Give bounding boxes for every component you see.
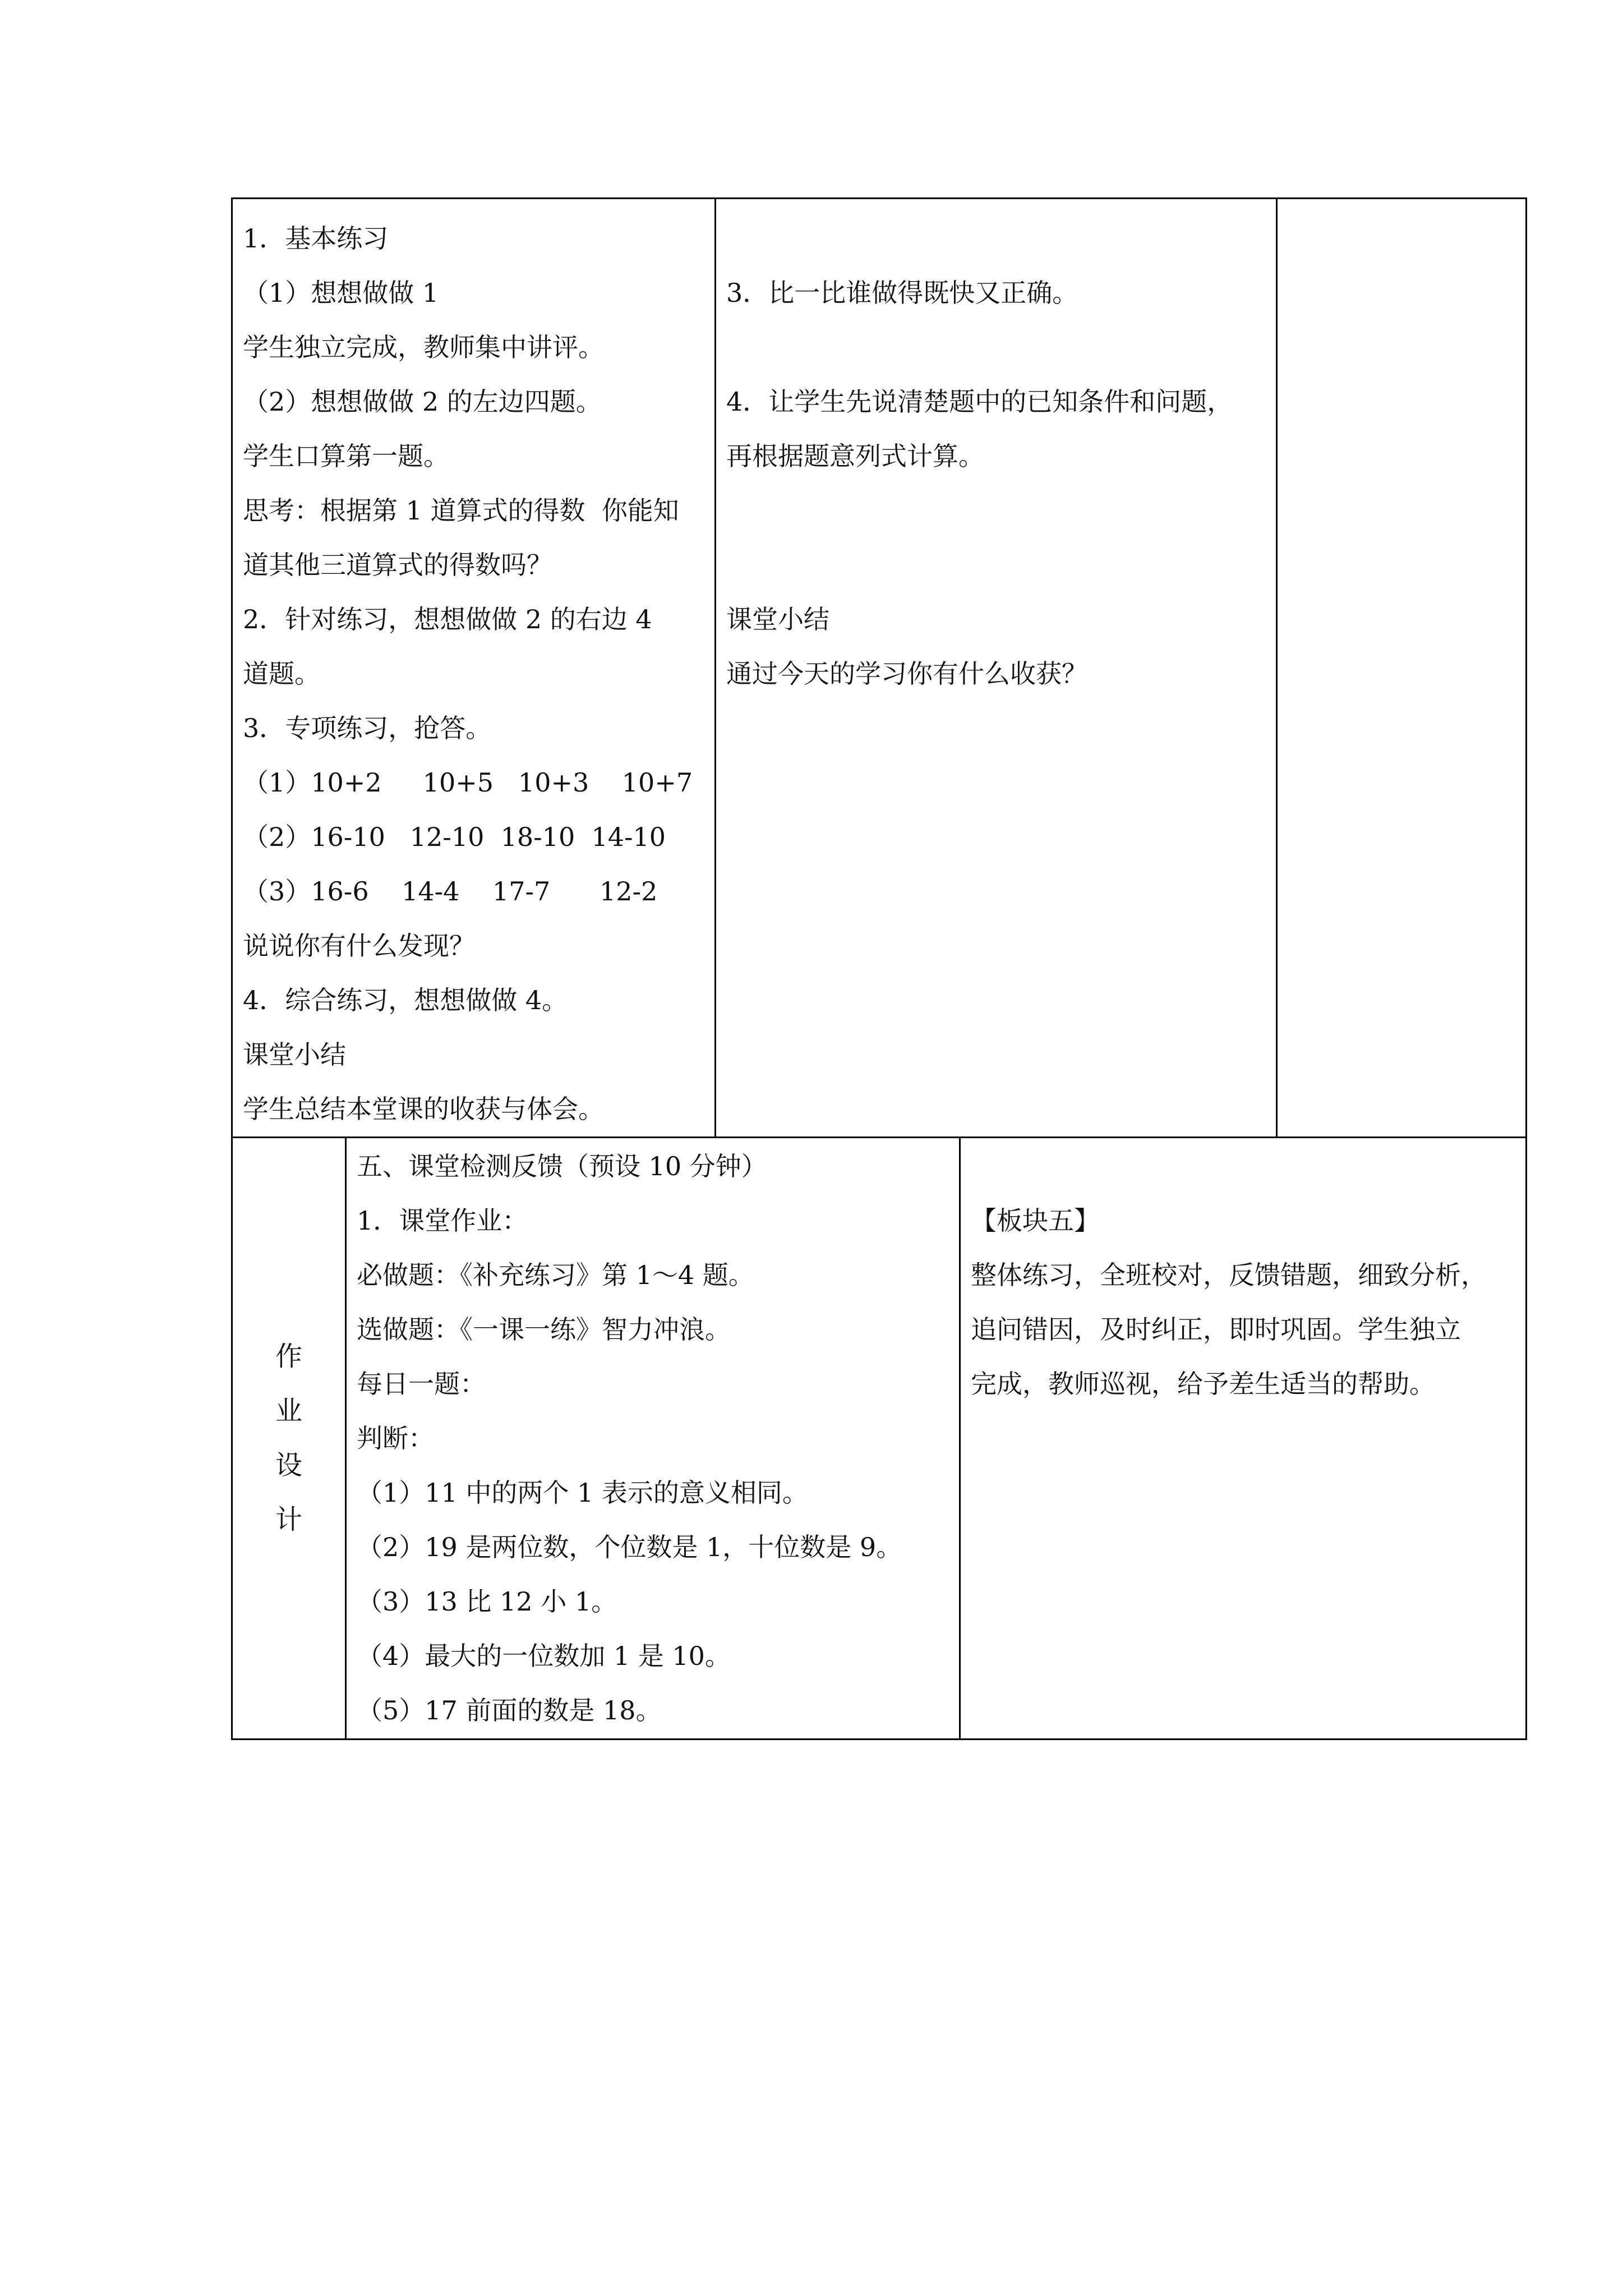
text-line: （1）11 中的两个 1 表示的意义相同。: [357, 1478, 808, 1508]
text-line: 追问错因，及时纠正，即时巩固。学生独立: [971, 1314, 1461, 1345]
text-line: 说说你有什么发现？: [243, 931, 475, 961]
text-line: 通过今天的学习你有什么收获？: [726, 659, 1088, 689]
text-line: 思考：根据第 1 道算式的得数 你能知: [243, 495, 679, 526]
student-activity-cell: [716, 199, 1277, 1138]
homework-content-lines: [347, 1138, 959, 1738]
text-line: （1）10+2 10+5 10+3 10+7: [243, 767, 693, 798]
side-label-char: 业: [275, 1395, 302, 1427]
text-line: （2）想想做做 2 的左边四题。: [243, 386, 602, 417]
teacher-activity-lines: [233, 199, 714, 1137]
text-line: [726, 538, 1268, 592]
homework-notes-lines: [961, 1138, 1525, 1411]
text-line: 3．专项练习，抢答。: [243, 713, 492, 743]
text-line: （2）16-10 12-10 18-10 14-10: [243, 822, 666, 852]
text-line: [726, 484, 1268, 538]
homework-notes-cell: [960, 1138, 1527, 1740]
text-line: （5）17 前面的数是 18。: [357, 1695, 662, 1726]
text-line: （4）最大的一位数加 1 是 10。: [357, 1641, 731, 1671]
text-line: 1．基本练习: [243, 223, 389, 254]
text-line: 再根据题意列式计算。: [726, 441, 985, 471]
text-line: （3）16-6 14-4 17-7 12-2: [243, 876, 658, 907]
teaching-process-row: [232, 199, 1527, 1138]
text-line: 2．针对练习，想想做做 2 的右边 4: [243, 604, 652, 634]
text-line: [726, 211, 1268, 266]
text-line: （3）13 比 12 小 1。: [357, 1586, 617, 1617]
text-line: 五、课堂检测反馈（预设 10 分钟）: [357, 1151, 767, 1181]
text-line: 选做题：《一课一练》智力冲浪。: [357, 1314, 731, 1345]
text-line: 学生独立完成，教师集中讲评。: [243, 332, 604, 362]
teacher-activity-cell: [232, 199, 716, 1138]
text-line: 4．综合练习，想想做做 4。: [243, 985, 568, 1015]
text-line: 道其他三道算式的得数吗？: [243, 550, 552, 580]
text-line: 学生总结本堂课的收获与体会。: [243, 1094, 604, 1124]
text-line: 学生口算第一题。: [243, 441, 449, 471]
notes-cell-empty: [1277, 199, 1527, 1138]
lesson-plan-table: [231, 197, 1527, 1740]
side-label-char: 设: [275, 1450, 302, 1481]
homework-content-cell: [346, 1138, 960, 1740]
text-line: （1）想想做做 1: [243, 278, 439, 308]
text-line: [726, 320, 1268, 375]
text-line: 判断：: [357, 1423, 434, 1453]
text-line: 每日一题：: [357, 1369, 486, 1399]
homework-row: [232, 1138, 1527, 1740]
side-label-char: 计: [275, 1504, 302, 1535]
text-line: 4．让学生先说清楚题中的已知条件和问题，: [726, 386, 1233, 417]
text-line: 整体练习，全班校对，反馈错题，细致分析，: [971, 1260, 1487, 1290]
homework-side-label: [232, 1138, 346, 1740]
side-label-char: 作: [275, 1341, 302, 1372]
text-line: [971, 1139, 1518, 1194]
text-line: 3．比一比谁做得既快又正确。: [726, 278, 1078, 308]
text-line: 课堂小结: [243, 1039, 346, 1070]
text-line: 道题。: [243, 659, 320, 689]
text-line: 必做题：《补充练习》第 1～4 题。: [357, 1260, 754, 1290]
text-line: 完成，教师巡视，给予差生适当的帮助。: [971, 1369, 1436, 1399]
text-line: 【板块五】: [971, 1205, 1100, 1236]
student-activity-lines: [716, 199, 1276, 701]
text-line: 课堂小结: [726, 604, 830, 634]
text-line: 1．课堂作业：: [357, 1205, 528, 1236]
text-line: （2）19 是两位数，个位数是 1，十位数是 9。: [357, 1532, 902, 1562]
